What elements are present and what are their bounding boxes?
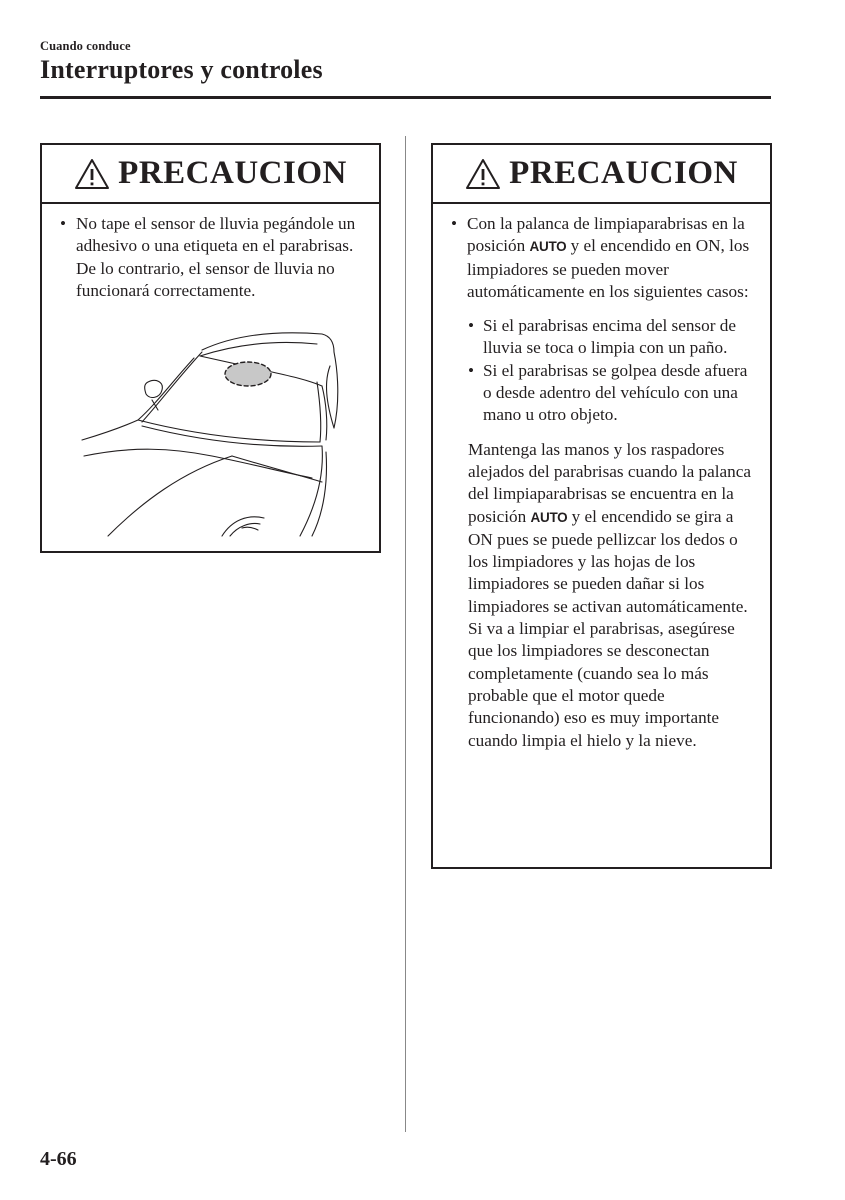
page-number: 4-66: [40, 1148, 77, 1170]
para-text-pre: Mantenga las manos y los raspadores alejados del parabrisas cuando la palanca del limpiaparabrisas se encuentra en la posición: [468, 439, 751, 526]
bullet-item: [58, 213, 365, 302]
sub-item-text: Si el parabrisas encima del sensor de lluvia se toca o limpia con un paño.: [483, 316, 736, 358]
caution-body: [433, 204, 770, 752]
caution-header: [433, 145, 770, 204]
bullet-dot: •: [468, 316, 475, 336]
bullet-dot: •: [60, 214, 67, 233]
para-text-post: y el encendido se gira a ON pues se puede pellizcar los dedos o los limpiadores y las hojas de los limpiadores se pueden dañar si los limpiadores se activan automáticamente.: [468, 506, 748, 616]
caution-box-right: [431, 143, 772, 869]
caution-title: PRECAUCION: [118, 155, 347, 191]
warning-triangle-icon: [465, 158, 501, 190]
caution-header: [42, 145, 379, 204]
auto-position-label: AUTO: [530, 509, 568, 525]
chapter-title: Interruptores y controles: [40, 55, 323, 84]
sub-item-text: Si el parabrisas se golpea desde afuera o desde adentro del vehículo con una mano u otro objeto.: [483, 360, 748, 425]
bullet-text: No tape el sensor de lluvia pegándole un adhesivo o una etiqueta en el parabrisas. De lo contrario, el sensor de lluvia no funcionará correctamente.: [76, 214, 356, 300]
bullet-dot: •: [451, 214, 458, 233]
sub-list: [449, 315, 756, 426]
sub-list-item: [466, 360, 756, 427]
column-divider: [405, 136, 406, 1132]
section-label: Cuando conduce: [40, 39, 131, 53]
bullet-item: [449, 213, 756, 303]
para-text-cleaning: Si va a limpiar el parabrisas, asegúrese que los limpiadores se desconectan completamente (cuando sea lo más probable que el motor quede funcionando) eso es muy importante cuando limpia el hielo y la nieve.: [468, 619, 735, 750]
bullet-text-post: y el encendido en ON, los limpiadores se pueden mover automáticamente en los siguientes casos:: [467, 236, 750, 301]
sub-list-item: [466, 315, 756, 360]
warning-triangle-icon: [74, 158, 110, 190]
bullet-dot: •: [468, 360, 475, 380]
windshield-rain-sensor-illustration: [72, 322, 362, 544]
header-rule: [40, 96, 771, 99]
caution-paragraph: [449, 439, 756, 752]
bullet-text-pre: Con la palanca de limpiaparabrisas en la posición: [467, 214, 745, 256]
auto-position-label: AUTO: [529, 239, 567, 255]
caution-title: PRECAUCION: [509, 155, 738, 191]
caution-body: [42, 204, 379, 302]
